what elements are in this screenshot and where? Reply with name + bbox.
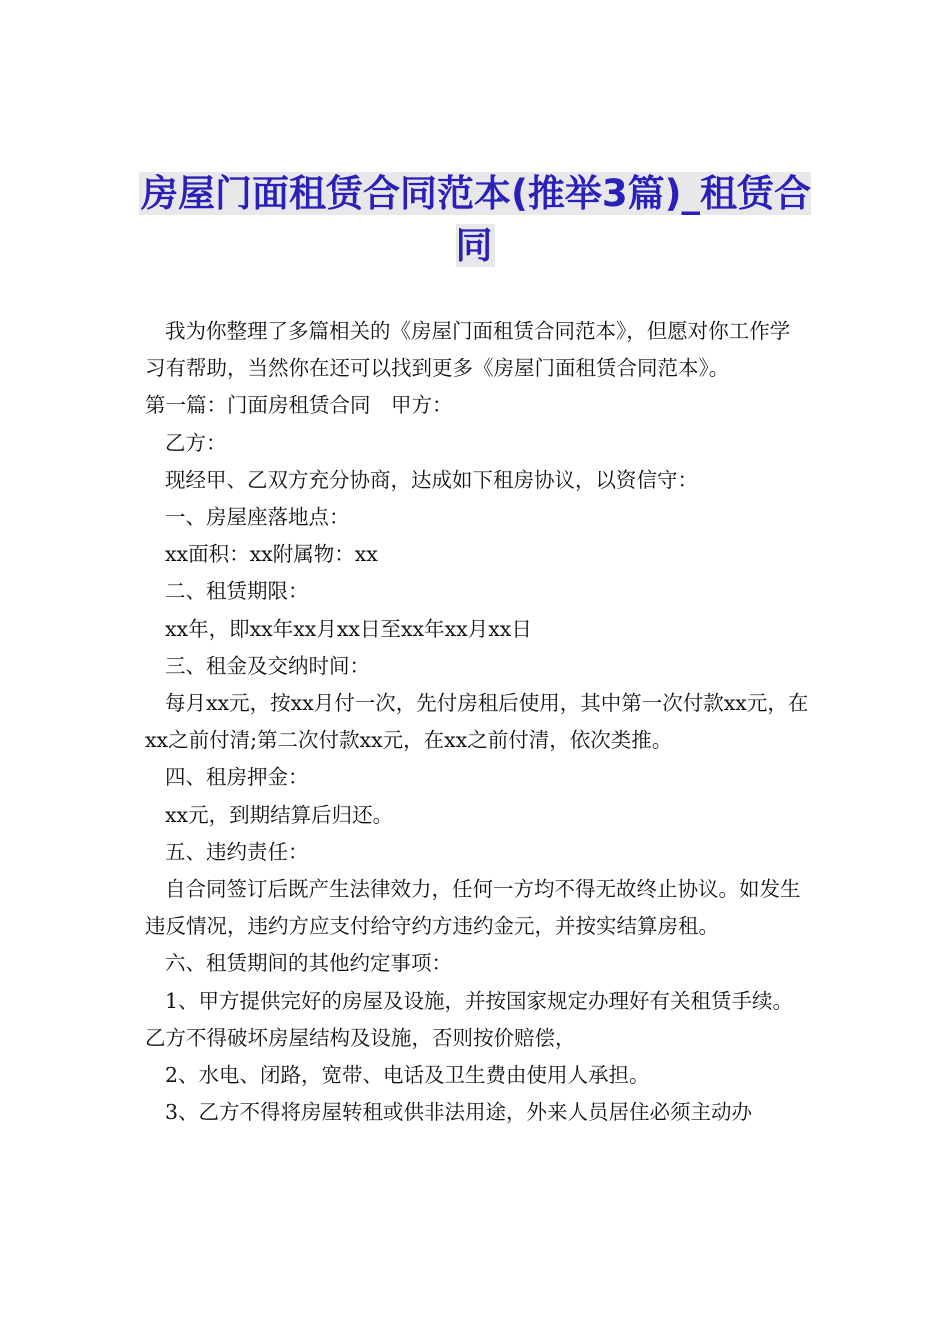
paragraph-party-b: 乙方：	[165, 430, 227, 455]
clause-text-rent: 每月xx元，按xx月付一次，先付房租后使用，其中第一次付款xx元，在xx之前付清;第二次付款xx元，在xx之前付清，依次类推。	[145, 691, 809, 753]
clause-heading-rent: 三、租金及交纳时间：	[165, 653, 370, 678]
clause-heading-liability: 五、违约责任：	[165, 839, 309, 864]
clause-item-3: 3、乙方不得将房屋转租或供非法用途，外来人员居住必须主动办	[165, 1100, 753, 1125]
clause-heading-deposit: 四、租房押金：	[165, 765, 309, 790]
paragraph-agreement: 现经甲、乙双方充分协商，达成如下租房协议，以资信守：	[165, 467, 698, 492]
clause-item-1: 1、甲方提供完好的房屋及设施，并按国家规定办理好有关租赁手续。乙方不得破坏房屋结构及设施，否则按价赔偿，	[145, 988, 794, 1050]
clause-heading-term: 二、租赁期限：	[165, 579, 309, 604]
clause-heading-location: 一、房屋座落地点：	[165, 505, 350, 530]
clause-text-liability: 自合同签订后既产生法律效力，任何一方均不得无故终止协议。如发生违反情况，违约方应支付给守约方违约金元，并按实结算房租。	[145, 877, 801, 939]
clause-text-area: xx面积：xx附属物：xx	[165, 542, 378, 567]
clause-text-deposit: xx元，到期结算后归还。	[165, 802, 394, 827]
clause-text-term: xx年，即xx年xx月xx日至xx年xx月xx日	[165, 616, 532, 641]
document-body	[145, 313, 810, 1131]
clause-heading-other: 六、租赁期间的其他约定事项：	[165, 951, 452, 976]
document-title	[120, 168, 830, 272]
paragraph-section-heading: 第一篇：门面房租赁合同 甲方：	[145, 393, 453, 418]
document-title-text: 房屋门面租赁合同范本(推举3篇)_租赁合同	[140, 172, 812, 267]
clause-item-2: 2、水电、闭路，宽带、电话及卫生费由使用人承担。	[165, 1063, 650, 1088]
paragraph-intro: 我为你整理了多篇相关的《房屋门面租赁合同范本》，但愿对你工作学习有帮助，当然你在还可以找到更多《房屋门面租赁合同范本》。	[145, 319, 791, 381]
